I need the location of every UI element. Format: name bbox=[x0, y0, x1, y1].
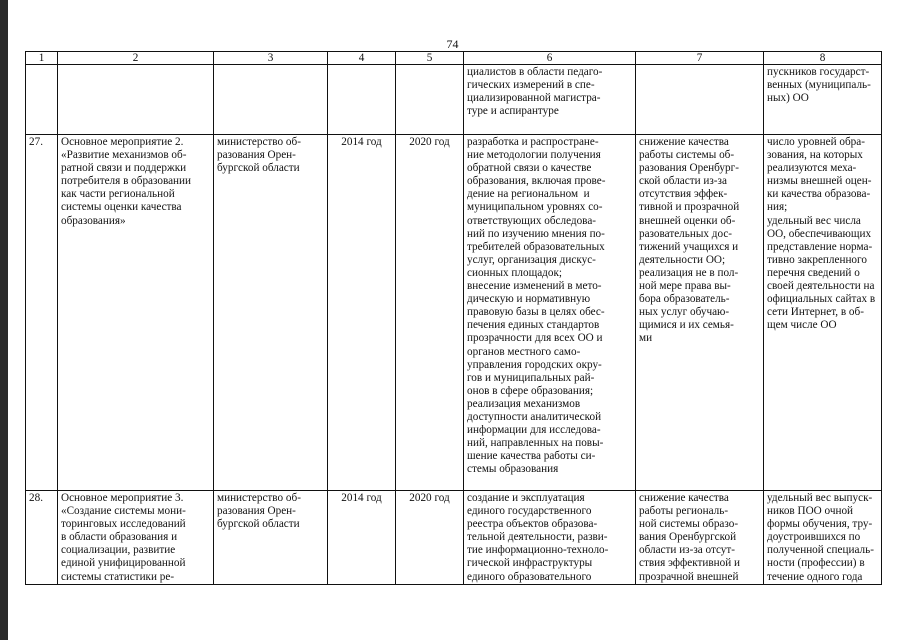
row-number-cell: 28. bbox=[26, 491, 58, 585]
implementation-content-cell: создание и эксплуатация единого государственного реестра объектов образова- тельной деятельности, разви- тие информационно-техноло- гической инфраструктуры единого образовательного bbox=[464, 491, 636, 585]
start-year-cell bbox=[328, 65, 396, 135]
measure-name-cell: Основное мероприятие 2. «Развитие механизмов об- ратной связи и поддержки потребителя в образовании как части региональной системы оценки качества образования» bbox=[58, 135, 214, 491]
measure-name-cell: Основное мероприятие 3. «Создание системы мони- торинговых исследований в области образования и социализации, развитие единой унифицированной системы статистики ре- bbox=[58, 491, 214, 585]
column-number-1: 1 bbox=[26, 52, 58, 65]
page-number: 74 bbox=[446, 37, 459, 51]
responsible-executor-cell: министерство об- разования Орен- бургской области bbox=[214, 135, 328, 491]
measure-name-cell bbox=[58, 65, 214, 135]
responsible-executor-cell: министерство об- разования Орен- бургской области bbox=[214, 491, 328, 585]
indicators-cell: удельный вес выпуск- ников ПОО очной формы обучения, тру- доустроившихся по полученной специаль- ности (профессии) в течение одного года bbox=[764, 491, 882, 585]
table-row-27 bbox=[26, 135, 882, 491]
row-number-cell: 27. bbox=[26, 135, 58, 491]
non-implementation-consequences-cell bbox=[636, 65, 764, 135]
column-number-7: 7 bbox=[636, 52, 764, 65]
non-implementation-consequences-cell: снижение качества работы системы об- разования Оренбург- ской области из-за отсутствия эффек- тивной и прозрачной внешней оценки об- разовательных дос- тижений учащихся и деятельности ОО; реализация не в пол- ной мере права вы- бора образователь- ных услуг обучаю- щимися и их семья- ми bbox=[636, 135, 764, 491]
implementation-content-cell: разработка и распростране- ние методологии получения обратной связи о качестве образования, включая прове- дение на региональном и муниципальном уровнях со- ответствующих обследова- ний по изучению мнения по- требителей образовательных услуг, организация дискус- сионных площадок; внесение изменений в мето- дическую и нормативную правовую базы в целях обес- печения единых стандартов прозрачности для всех ОО и органов местного само- управления городских окру- гов и муниципальных рай- онов в сфере образования; реализация механизмов доступности аналитической информации для исследова- ний, направленных на повы- шение качества работы си- стемы образования bbox=[464, 135, 636, 491]
indicators-cell: число уровней обра- зования, на которых реализуются меха- низмы внешней оцен- ки качества образова- ния; удельный вес числа ОО, обеспечивающих представление норма- тивно закрепленного перечня сведений о своей деятельности на официальных сайтах в сети Интернет, в об- щем числе ОО bbox=[764, 135, 882, 491]
non-implementation-consequences-cell: снижение качества работы региональ- ной системы образо- вания Оренбургской области из-за отсут- ствия эффективной и прозрачной внешней bbox=[636, 491, 764, 585]
column-number-8: 8 bbox=[764, 52, 882, 65]
end-year-cell: 2020 год bbox=[396, 135, 464, 491]
end-year-cell bbox=[396, 65, 464, 135]
column-number-2: 2 bbox=[58, 52, 214, 65]
start-year-cell: 2014 год bbox=[328, 491, 396, 585]
table-row-continuation bbox=[26, 65, 882, 135]
column-number-6: 6 bbox=[464, 52, 636, 65]
column-number-row bbox=[26, 52, 882, 65]
start-year-cell: 2014 год bbox=[328, 135, 396, 491]
end-year-cell: 2020 год bbox=[396, 491, 464, 585]
responsible-executor-cell bbox=[214, 65, 328, 135]
program-measures-table bbox=[25, 51, 882, 585]
implementation-content-cell: циалистов в области педаго- гических измерений в спе- циализированной магистра- туре и аспирантуре bbox=[464, 65, 636, 135]
column-number-3: 3 bbox=[214, 52, 328, 65]
indicators-cell: пускников государст- венных (муниципаль- ных) ОО bbox=[764, 65, 882, 135]
column-number-5: 5 bbox=[396, 52, 464, 65]
scan-edge-border bbox=[0, 0, 8, 640]
column-number-4: 4 bbox=[328, 52, 396, 65]
table-row-28 bbox=[26, 491, 882, 585]
row-number-cell bbox=[26, 65, 58, 135]
